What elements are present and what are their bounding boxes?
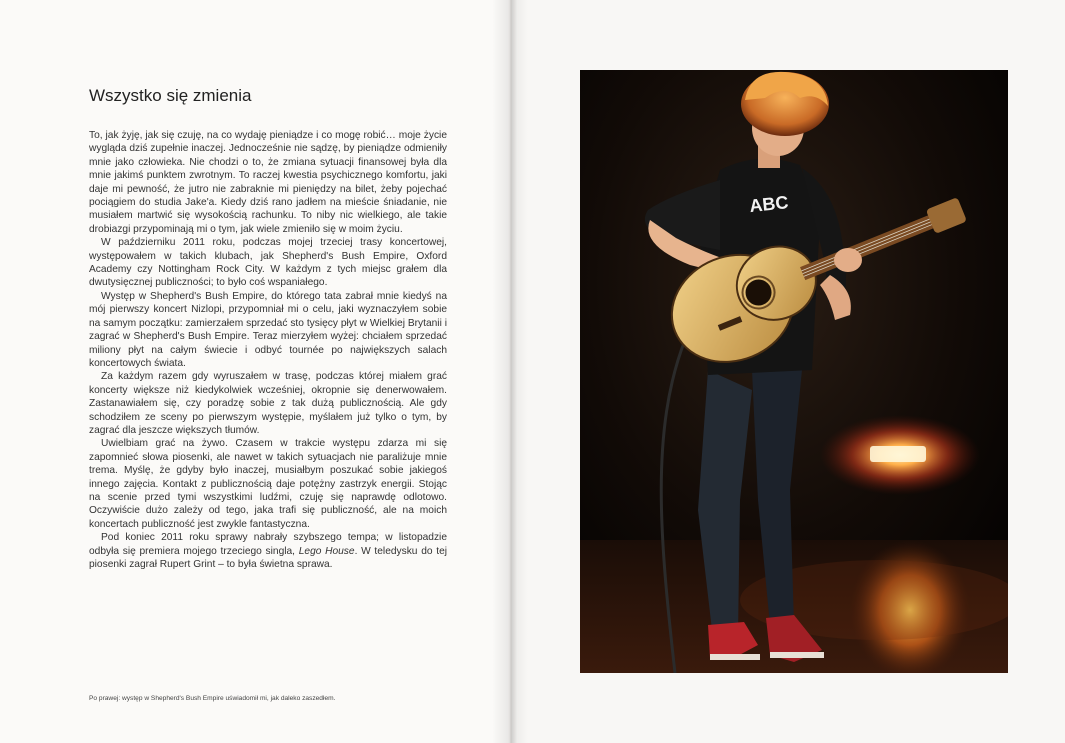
paragraph-3: Występ w Shepherd's Bush Empire, do którego tata zabrał mnie kiedyś na mój pierwszy koncert Nizlopi, przypomniał mi o celu, jaki wyznaczyłem sobie na samym początku: zamierzałem sprzedać sto tysięcy płyt w Wielkiej Brytanii i zagrać w Shepherd's Bush Empire. Teraz mierzyłem wyżej: chciałem sprzedać miliony płyt na całym świecie i odbyć tournée po największych salach koncertowych świata. <box>89 290 447 369</box>
chapter-title: Wszystko się zmienia <box>89 86 252 105</box>
concert-photo-guitarist-icon <box>580 70 1008 673</box>
paragraph-4: Za każdym razem gdy wyruszałem w trasę, podczas której miałem grać koncerty większe niż kiedykolwiek wcześniej, okropnie się denerwowałem. Zastanawiałem się, czy poradzę sobie z tak dużą publicznością. Ale gdy schodziłem ze sceny po pierwszym występie, myślałem już tylko o tym, by zagrać dla jeszcze większych tłumów. <box>89 371 447 436</box>
concert-photo <box>580 70 1008 673</box>
paragraph-6-end: . W teledysku do tej piosenki zagrał Rupert Grint – to była świetna sprawa. <box>89 545 447 570</box>
left-page <box>0 0 510 743</box>
body-text <box>89 129 447 571</box>
song-title: Lego House <box>298 545 355 557</box>
paragraph-6 <box>89 531 447 571</box>
paragraph-1: To, jak żyję, jak się czuję, na co wydaję pieniądze i co mogę robić… moje życie wygląda dziś zupełnie inaczej. Jednocześnie nie sądzę, by pieniądze odmieniły mnie jako człowieka. Nie chodzi o to, że zmiana sytuacji finansowej była dla mnie jakimś punktem zwrotnym. To raczej kwestia psychicznego komfortu, jaki daje mi pewność, że jutro nie zabraknie mi pieniędzy na bilet, żeby pojechać pociągiem do studia Jake'a. Kiedy dziś rano jadłem na mieście śniadanie, nie musiałem martwić się wysokością rachunku. To niby nic wielkiego, ale takie drobiazgi przypominają mi o tym, jak wiele zmieniło się w moim życiu. <box>89 130 447 235</box>
photo-caption: Po prawej: występ w Shepherd's Bush Empire uświadomił mi, jak daleko zaszedłem. <box>89 695 336 702</box>
tshirt-text: ABC <box>748 192 790 217</box>
book-gutter <box>492 0 528 743</box>
paragraph-2: W październiku 2011 roku, podczas mojej trzeciej trasy koncertowej, występowałem w takich klubach, jak Shepherd's Bush Empire, Oxford Academy czy Nottingham Rock City. W każdym z tych miejsc grałem dla dwutysięcznej publiczności; to było coś wspaniałego. <box>89 237 447 289</box>
paragraph-6-start: Pod koniec 2011 roku sprawy nabrały szybszego tempa; w listopadzie odbyła się premiera mojego trzeciego singla, <box>89 532 447 557</box>
paragraph-5: Uwielbiam grać na żywo. Czasem w trakcie występu zdarza mi się zapomnieć słowa piosenki, ale nawet w takich sytuacjach nie paraliżuje mnie trema. Myślę, że gdyby było inaczej, musiałbym poszukać sobie jakiegoś innego zajęcia. Kontakt z publicznością daje potężny zastrzyk energii. Stojąc na scenie przed tymi wszystkimi ludźmi, czuję się naprawdę odlotowo. Oczywiście dużo zależy od tego, jaka trafi się publiczność, ale na moich koncertach publiczność jest zwykle fantastyczna. <box>89 438 447 530</box>
